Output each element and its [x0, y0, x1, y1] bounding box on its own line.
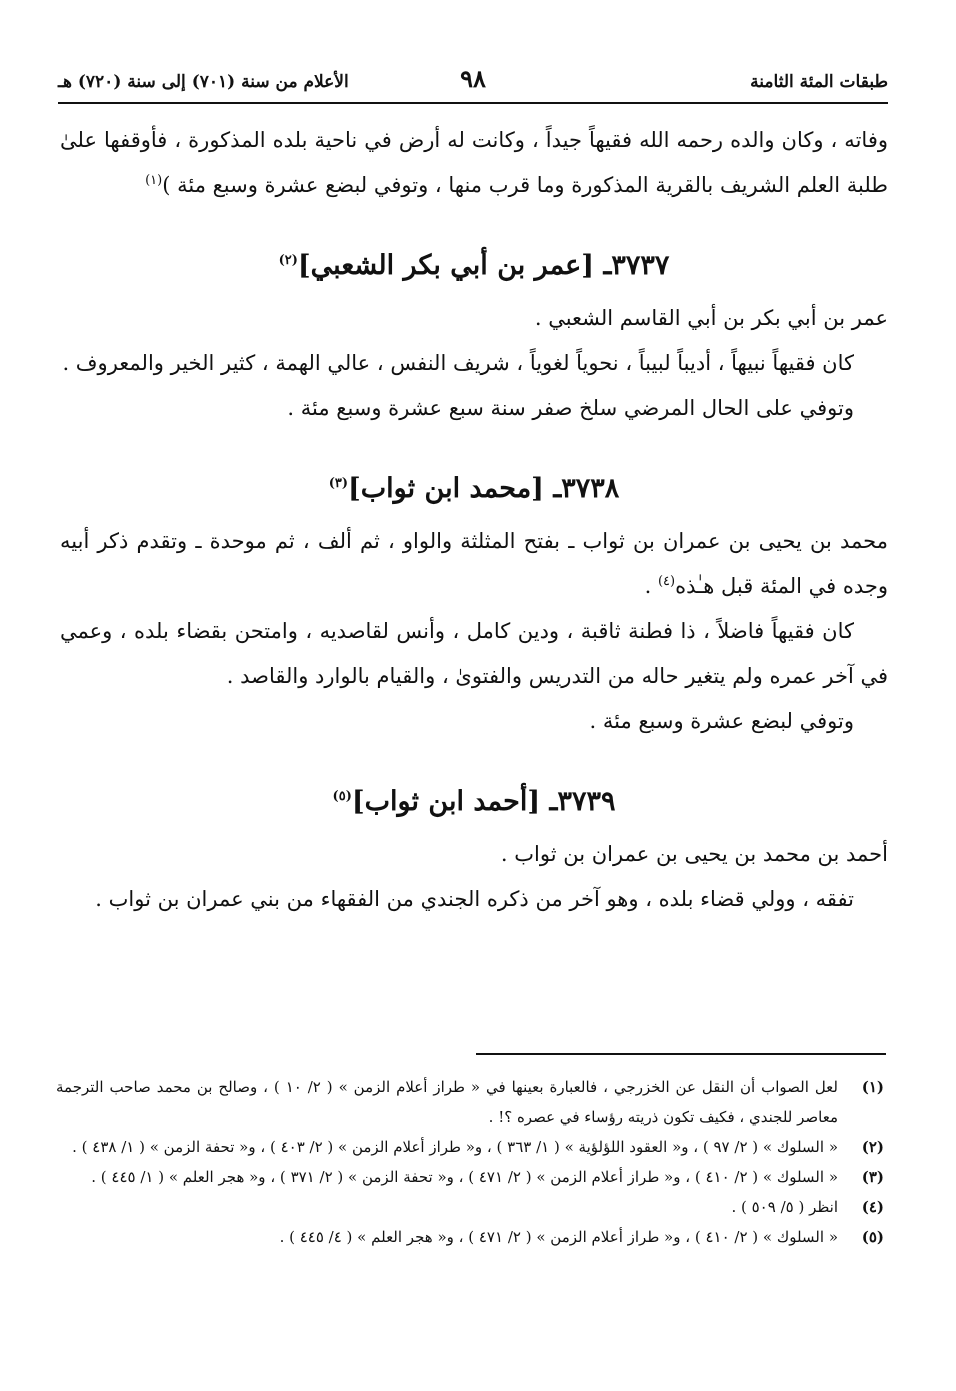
entry-title: ٣٧٣٨ـ [محمد ابن ثواب]$^{(٣)}$ [328, 473, 620, 504]
entry-paragraph: كان فقيهاً نبيهاً ، أديباً لبيباً ، نحوياً لغوياً ، شريف النفس ، عالي الهمة ، كثير الخير والمعروف . [62, 351, 854, 375]
entry-title: ٣٧٣٩ـ [أحمد ابن ثواب]$^{(٥)}$ [332, 786, 616, 817]
section-title: طبقات المئة الثامنة [750, 72, 888, 92]
entry-paragraph: كان فقيهاً فاضلاً ، ذا فطنة ثاقبة ، ودين كامل ، وأنس لقاصديه ، وامتحن بقضاء بلده ، وعمي في آخر عمره ولم يتغير حاله من التدريس والفتوىٰ ، والقيام بالوارد والقاصد . [60, 619, 888, 688]
footnote-text: « السلوك » ( ٢/ ٤١٠ ) ، و« طراز أعلام الزمن » ( ٢/ ٤٧١ ) ، و« هجر العلم » ( ٤/ ٤٤٥ ) . [279, 1228, 838, 1246]
footnote-ref: (٥) [332, 789, 352, 804]
footnote [56, 1162, 890, 1192]
footnote-ref: (٣) [328, 476, 348, 491]
entry-paragraph: وتوفي لبضع عشرة وسبع مئة . [589, 709, 854, 733]
footnote-ref: (١) [145, 173, 163, 188]
footnote-text: « السلوك » ( ٢/ ٤١٠ ) ، و« طراز أعلام الزمن » ( ٢/ ٤٧١ ) ، و« تحفة الزمن » ( ٢/ ٣٧١ ) ، و« هجر العلم » ( ١/ ٤٤٥ ) . [91, 1168, 838, 1186]
footnote-divider [476, 1053, 886, 1055]
intro-line: علىٰ طلبة العلم الشريف بالقرية المذكورة وما قرب منها ، وتوفي لبضع عشرة وسبع مئة ) [60, 128, 888, 197]
entry-paragraph: أحمد بن محمد بن يحيى بن عمران بن ثواب . [500, 842, 888, 866]
footnote-number: (٢) [861, 1138, 884, 1156]
footnote-text: انظر ( ٥/ ٥٠٩ ) . [731, 1198, 838, 1216]
running-header [58, 62, 888, 104]
footnote-number: (٣) [861, 1168, 884, 1186]
page-number: ٩٨ [460, 64, 486, 93]
volume-range-title: الأعلام من سنة (٧٠١) إلى سنة (٧٢٠) هـ [58, 72, 349, 92]
entry-paragraph: محمد بن يحيى بن عمران بن ثواب ـ بفتح المثلثة والواو ، ثم ألف ، ثم موحدة ـ وتقدم ذكر أبيه وجده في المئة قبل هـٰذه$^{(٤)}$ . [60, 529, 888, 598]
entry-title: ٣٧٣٧ـ [عمر بن أبي بكر الشعبي]$^{(٢)}$ [278, 250, 670, 281]
footnote [56, 1222, 890, 1252]
footnote-text: لعل الصواب أن النقل عن الخزرجي ، فالعبارة بعينها في « طراز أعلام الزمن » ( ٢/ ١٠ ) ، وصالح بن محمد صاحب الترجمة معاصر للجندي ، فكيف تكون ذريته رؤساء في عصره ؟! . [56, 1078, 838, 1126]
footnote-number: (١) [861, 1078, 884, 1096]
footnote-ref: (٢) [278, 253, 298, 268]
entry-paragraph: عمر بن أبي بكر بن أبي القاسم الشعبي . [534, 306, 888, 330]
intro-line: وفاته ، وكان والده رحمه الله فقيهاً جيداً ، وكانت له أرض في ناحية بلده المذكورة ، فأوقفها [104, 128, 888, 152]
footnote [56, 1192, 890, 1222]
entry-paragraph: وتوفي على الحال المرضي سلخ صفر سنة سبع عشرة وسبع مئة . [287, 396, 854, 420]
footnote-number: (٥) [861, 1228, 884, 1246]
footnotes [56, 1072, 890, 1252]
main-text [60, 118, 888, 922]
intro-paragraph [60, 118, 888, 208]
footnote-number: (٤) [861, 1198, 884, 1216]
footnote [56, 1132, 890, 1162]
entry-paragraph: تفقه ، وولي قضاء بلده ، وهو آخر من ذكره الجندي من الفقهاء من بني عمران بن ثواب . [95, 887, 854, 911]
footnote [56, 1072, 890, 1132]
footnote-ref: (٤) [657, 574, 676, 589]
footnote-text: « السلوك » ( ٢/ ٩٧ ) ، و« العقود اللؤلؤية » ( ١/ ٣٦٣ ) ، و« طراز أعلام الزمن » ( ٢/ ٤٠٣ ) ، و« تحفة الزمن » ( ١/ ٤٣٨ ) . [72, 1138, 838, 1156]
